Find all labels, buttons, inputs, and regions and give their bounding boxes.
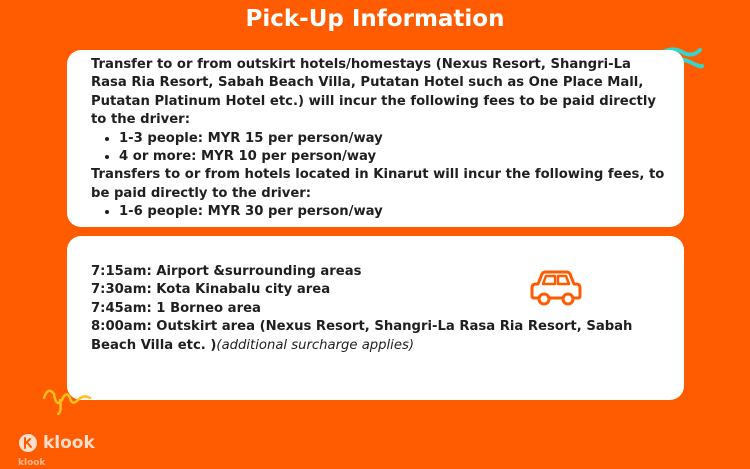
car-icon (528, 268, 584, 308)
kinarut-intro: Transfers to or from hotels located in Kinarut will incur the following fees, to be paid directly to the driver: (91, 167, 665, 201)
fees-list (91, 130, 668, 167)
klook-logo-small: klook (18, 458, 46, 468)
kinarut-fees-list (91, 203, 668, 221)
klook-logo-icon (18, 433, 38, 453)
fees-intro: Transfer to or from outskirt hotels/homestays (Nexus Resort, Shangri-La Rasa Ria Resort, Sabah Beach Villa, Putatan Hotel such as One Place Mall, Putatan Platinum Hotel etc.) will incur the following fees to be paid directly to the driver: (91, 57, 656, 128)
yellow-doodle-icon (38, 380, 94, 416)
schedule-line-text: 8:00am: Outskirt area (Nexus Resort, Shangri-La Rasa Ria Resort, Sabah Beach Villa etc. ) (91, 319, 633, 353)
schedule-line (91, 318, 668, 355)
logo-text: klook (43, 433, 95, 453)
surcharge-note: (additional surcharge applies) (216, 337, 414, 353)
fees-card (67, 50, 684, 227)
fee-item: • 1-6 people: MYR 30 per person/way (119, 203, 668, 221)
schedule-line: 7:30am: Kota Kinabalu city area (91, 282, 331, 298)
klook-logo (18, 433, 95, 453)
fee-item: • 1-3 people: MYR 15 per person/way (119, 130, 668, 148)
schedule-line: 7:15am: Airport &surrounding areas (91, 264, 362, 279)
page-title: Pick-Up Information (245, 6, 505, 32)
schedule-card (67, 236, 684, 400)
fee-item: • 4 or more: MYR 10 per person/way (119, 148, 668, 166)
schedule-line: 7:45am: 1 Borneo area (91, 300, 261, 316)
